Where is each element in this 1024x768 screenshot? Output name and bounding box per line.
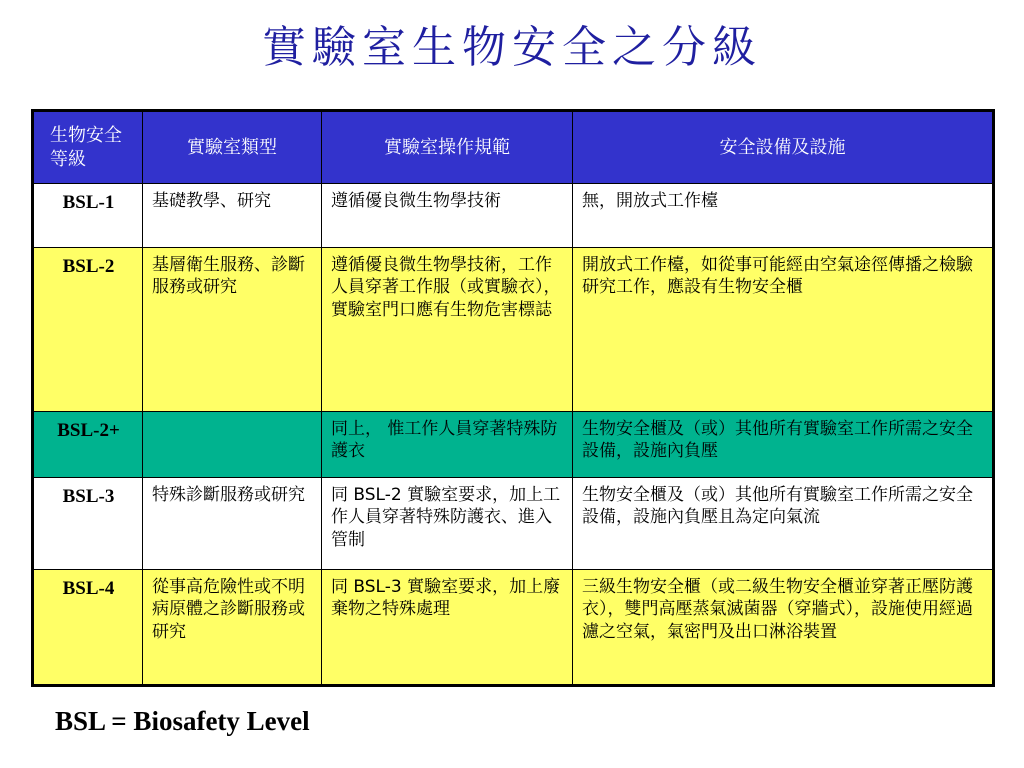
table-row-bsl-1 [33,184,994,248]
page-title: 實驗室生物安全之分級 [262,22,762,73]
practice-cell: 同 BSL-2 實驗室要求，加上工作人員穿著特殊防護衣、進入管制 [322,478,573,570]
lab-type-cell: 基礎教學、研究 [143,184,322,248]
practice-cell: 同 BSL-3 實驗室要求，加上廢棄物之特殊處理 [322,570,573,686]
lab-type-cell [143,412,322,478]
practice-cell: 遵循優良微生物學技術 [322,184,573,248]
practice-cell: 同上， 惟工作人員穿著特殊防護衣 [322,412,573,478]
level-cell: BSL-2 [33,248,143,412]
table-row-bsl-3 [33,478,994,570]
header-practice: 實驗室操作規範 [322,111,573,184]
lab-type-cell: 基層衛生服務、診斷服務或研究 [143,248,322,412]
header-level: 生物安全等級 [33,111,143,184]
practice-cell: 遵循優良微生物學技術，工作人員穿著工作服（或實驗衣），實驗室門口應有生物危害標誌 [322,248,573,412]
level-cell: BSL-3 [33,478,143,570]
level-cell: BSL-2+ [33,412,143,478]
equipment-cell: 三級生物安全櫃（或二級生物安全櫃並穿著正壓防護衣），雙門高壓蒸氣滅菌器（穿牆式），設施使用經過濾之空氣，氣密門及出口淋浴裝置 [573,570,994,686]
table-row-bsl-2plus [33,412,994,478]
equipment-cell: 無，開放式工作檯 [573,184,994,248]
equipment-cell: 生物安全櫃及（或）其他所有實驗室工作所需之安全設備，設施內負壓 [573,412,994,478]
header-lab-type: 實驗室類型 [143,111,322,184]
equipment-cell: 開放式工作檯，如從事可能經由空氣途徑傳播之檢驗研究工作，應設有生物安全櫃 [573,248,994,412]
equipment-cell: 生物安全櫃及（或）其他所有實驗室工作所需之安全設備，設施內負壓且為定向氣流 [573,478,994,570]
lab-type-cell: 特殊診斷服務或研究 [143,478,322,570]
footer-note: BSL = Biosafety Level [55,706,310,736]
header-equipment: 安全設備及設施 [573,111,994,184]
table-header-row [33,111,994,184]
table-row-bsl-4 [33,570,994,686]
lab-type-cell: 從事高危險性或不明病原體之診斷服務或研究 [143,570,322,686]
biosafety-level-table [31,109,995,687]
table-row-bsl-2 [33,248,994,412]
level-cell: BSL-1 [33,184,143,248]
level-cell: BSL-4 [33,570,143,686]
